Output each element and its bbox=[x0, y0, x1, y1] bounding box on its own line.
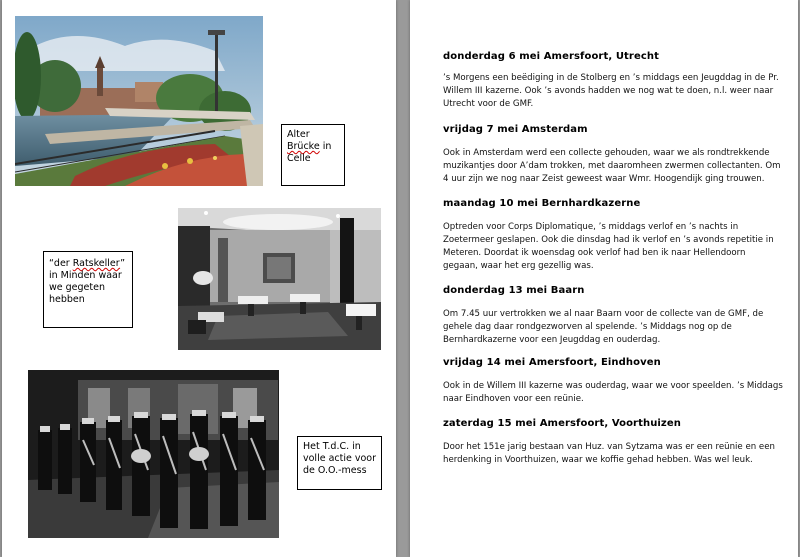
entry-text: Ook in Amsterdam werd een collecte gehouden, waar we als rondtrekkende muzikantjes door A’dam trokken, met daaromheen zwermen collectanten. Om 4 uur zijn we nog naar Zeist geweest waar Wmr. Hoogendijk ging trouwen. bbox=[443, 148, 781, 184]
caption-celle bbox=[281, 124, 345, 186]
left-page bbox=[2, 0, 396, 557]
caption-celle-line1: Alter bbox=[287, 129, 310, 140]
caption-ratskeller bbox=[43, 251, 133, 328]
entry-14-mei bbox=[443, 357, 791, 406]
tdc-band-image bbox=[28, 370, 279, 538]
caption-ratskeller-line3: we gegeten bbox=[49, 282, 105, 293]
photo-ratskeller-interior bbox=[178, 208, 381, 350]
ratskeller-image bbox=[178, 208, 381, 350]
entry-13-mei bbox=[443, 285, 791, 347]
entry-heading: zaterdag 15 mei Amersfoort, Voorthuizen bbox=[443, 418, 681, 429]
caption-celle-brucke: Brücke bbox=[287, 141, 320, 152]
entry-text: Optreden voor Corps Diplomatique, ’s middags verlof en ’s nachts in Zoetermeer geslapen. Ook die dinsdag had ik verlof en ’s avonds repetitie in Meteren. Doordat ik woensdag ook verlof had ben ik naar Hellendoorn gegaan, waar het erg gezellig was. bbox=[443, 222, 774, 271]
celle-bridge-image bbox=[15, 16, 263, 186]
entry-heading: vrijdag 14 mei Amersfoort, Eindhoven bbox=[443, 357, 661, 368]
caption-tdc-line3: de O.O.-mess bbox=[303, 465, 367, 476]
entry-text: Om 7.45 uur vertrokken we al naar Baarn voor de collecte van de GMF, de gehele dag daar rondgezworven al spelende. ’s Middags nog op de Bernhardkazerne voor een Jeugddag en ouderdag. bbox=[443, 309, 764, 345]
caption-ratskeller-line2: in Minden waar bbox=[49, 270, 122, 281]
right-page bbox=[410, 0, 798, 557]
caption-ratskeller-name: Ratskeller bbox=[72, 258, 121, 269]
caption-celle-in: in bbox=[319, 141, 332, 152]
entry-heading: maandag 10 mei Bernhardkazerne bbox=[443, 198, 641, 209]
caption-ratskeller-quote-close: ” bbox=[120, 258, 125, 269]
entry-heading: donderdag 13 mei Baarn bbox=[443, 285, 585, 296]
entry-6-mei bbox=[443, 51, 791, 111]
photo-tdc-band bbox=[28, 370, 279, 538]
entry-heading: vrijdag 7 mei Amsterdam bbox=[443, 124, 588, 135]
photo-celle-bridge bbox=[15, 16, 263, 186]
entry-text: Ook in de Willem III kazerne was ouderdag, waar we voor speelden. ’s Middags naar Eindhoven voor een reünie. bbox=[443, 381, 783, 404]
caption-ratskeller-line4: hebben bbox=[49, 294, 85, 305]
entry-text: ’s Morgens een beëdiging in de Stolberg en ’s middags een Jeugddag in de Pr. Willem III kazerne. Ook ’s avonds hadden we nog wat te doen, n.l. weer naar Utrecht voor de GMF. bbox=[443, 73, 779, 109]
caption-celle-line3: Celle bbox=[287, 153, 311, 164]
entry-7-mei bbox=[443, 124, 791, 186]
caption-tdc bbox=[297, 436, 382, 490]
caption-ratskeller-quote-open: “der bbox=[49, 258, 73, 269]
entry-heading: donderdag 6 mei Amersfoort, Utrecht bbox=[443, 51, 659, 62]
entry-15-mei bbox=[443, 418, 791, 467]
entry-text: Door het 151e jarig bestaan van Huz. van Sytzama was er een reünie en een herdenking in Voorthuizen, waar we koffie gehad hebben. Was wel leuk. bbox=[443, 442, 775, 465]
caption-tdc-line2: volle actie voor bbox=[303, 453, 377, 464]
caption-tdc-line1: Het T.d.C. in bbox=[303, 441, 361, 452]
entry-10-mei bbox=[443, 198, 791, 273]
